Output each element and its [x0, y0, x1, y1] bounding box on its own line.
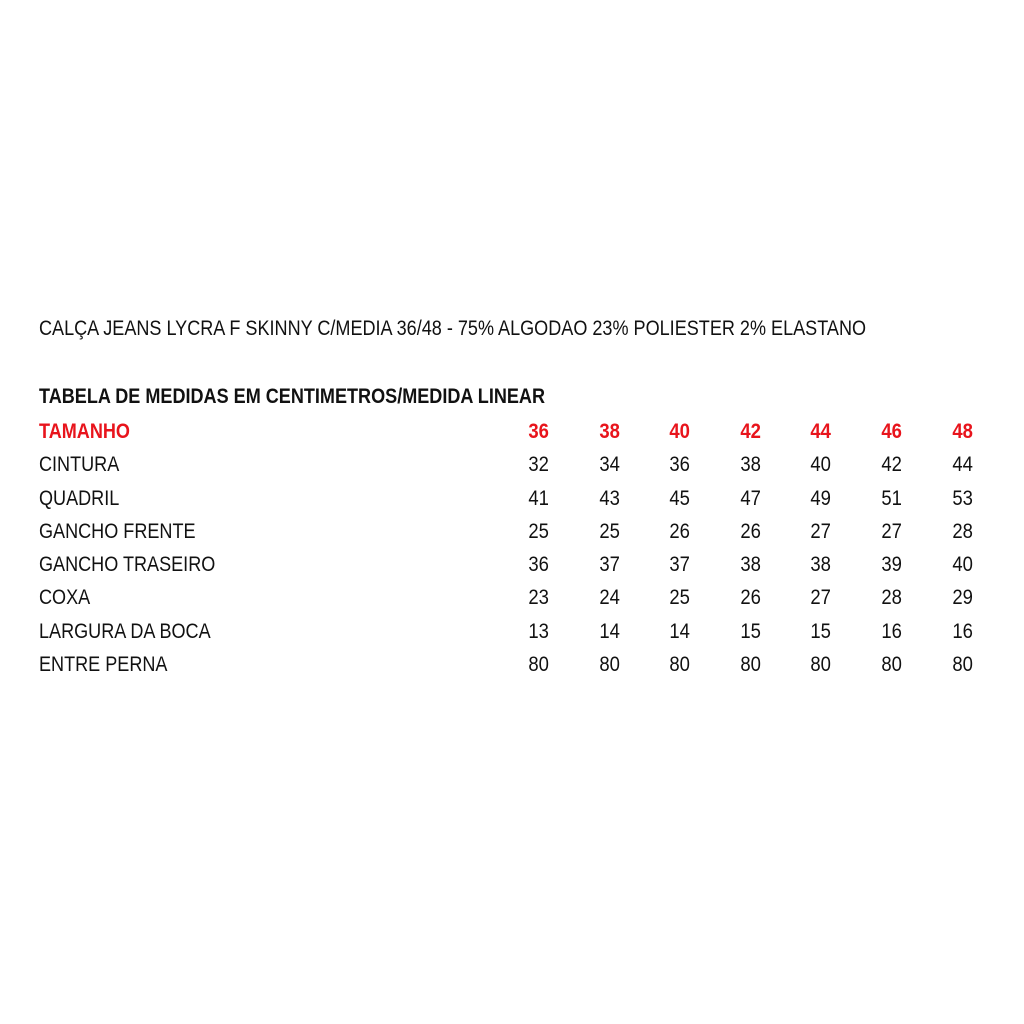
row-label — [39, 515, 221, 548]
table-cell — [943, 615, 983, 648]
table-cell — [872, 615, 912, 648]
row-label — [39, 482, 132, 515]
cell-value: 49 — [810, 486, 832, 510]
cell-value: 25 — [599, 519, 621, 543]
cell-value: 38 — [810, 553, 832, 577]
row-label — [39, 615, 239, 648]
table-cell — [590, 615, 630, 648]
size-header-cell — [590, 415, 630, 448]
table-cell — [801, 482, 841, 515]
table-cell — [872, 548, 912, 581]
table-cell — [801, 581, 841, 614]
row-label-text: GANCHO TRASEIRO — [39, 553, 216, 577]
table-cell — [943, 648, 983, 681]
cell-value: 25 — [528, 519, 550, 543]
table-row — [39, 548, 984, 581]
table-cell — [519, 482, 559, 515]
size-value: 42 — [740, 420, 762, 443]
size-value: 46 — [881, 420, 903, 443]
row-label — [39, 648, 188, 681]
cell-value: 13 — [528, 619, 550, 643]
row-label-text: QUADRIL — [39, 486, 120, 510]
table-cell — [943, 581, 983, 614]
table-cell — [519, 548, 559, 581]
table-row — [39, 482, 984, 515]
table-cell — [801, 615, 841, 648]
cell-value: 42 — [881, 453, 903, 477]
row-label-text: GANCHO FRENTE — [39, 519, 196, 543]
table-cell — [519, 615, 559, 648]
cell-value: 80 — [810, 653, 832, 677]
table-cell — [801, 448, 841, 481]
table-cell — [519, 648, 559, 681]
size-header-cell — [872, 415, 912, 448]
product-description-text: CALÇA JEANS LYCRA F SKINNY C/MEDIA 36/48 - 75% ALGODAO 23% POLIESTER 2% ELASTANO — [39, 317, 867, 340]
table-row — [39, 615, 984, 648]
table-row — [39, 648, 984, 681]
size-value: 40 — [669, 420, 691, 443]
table-title — [39, 383, 627, 411]
table-cell — [590, 448, 630, 481]
cell-value: 80 — [669, 653, 691, 677]
table-cell — [731, 482, 771, 515]
table-cell — [731, 648, 771, 681]
table-cell — [872, 448, 912, 481]
cell-value: 26 — [740, 586, 762, 610]
cell-value: 26 — [740, 519, 762, 543]
cell-value: 28 — [952, 519, 974, 543]
product-description — [39, 315, 1001, 343]
size-header-cell — [519, 415, 559, 448]
cell-value: 37 — [669, 553, 691, 577]
cell-value: 34 — [599, 453, 621, 477]
cell-value: 45 — [669, 486, 691, 510]
table-title-text: TABELA DE MEDIDAS EM CENTIMETROS/MEDIDA LINEAR — [39, 385, 546, 408]
table-cell — [519, 448, 559, 481]
cell-value: 80 — [528, 653, 550, 677]
table-cell — [872, 581, 912, 614]
cell-value: 27 — [810, 586, 832, 610]
table-cell — [660, 548, 700, 581]
size-value: 38 — [599, 420, 621, 443]
table-cell — [731, 515, 771, 548]
cell-value: 32 — [528, 453, 550, 477]
cell-value: 39 — [881, 553, 903, 577]
size-value: 44 — [810, 420, 832, 443]
cell-value: 44 — [952, 453, 974, 477]
cell-value: 80 — [599, 653, 621, 677]
row-label — [39, 448, 132, 481]
table-row — [39, 515, 984, 548]
table-cell — [519, 581, 559, 614]
cell-value: 14 — [599, 619, 621, 643]
table-cell — [660, 615, 700, 648]
table-cell — [801, 515, 841, 548]
cell-value: 25 — [669, 586, 691, 610]
table-cell — [872, 648, 912, 681]
table-cell — [660, 648, 700, 681]
row-label-text: CINTURA — [39, 453, 120, 477]
cell-value: 23 — [528, 586, 550, 610]
cell-value: 28 — [881, 586, 903, 610]
cell-value: 41 — [528, 486, 550, 510]
table-cell — [660, 448, 700, 481]
cell-value: 16 — [952, 619, 974, 643]
cell-value: 27 — [881, 519, 903, 543]
cell-value: 38 — [740, 553, 762, 577]
size-table — [39, 415, 984, 681]
cell-value: 53 — [952, 486, 974, 510]
table-cell — [943, 515, 983, 548]
table-cell — [731, 581, 771, 614]
size-value: 48 — [952, 420, 974, 443]
cell-value: 80 — [740, 653, 762, 677]
table-cell — [590, 515, 630, 548]
table-cell — [801, 648, 841, 681]
table-cell — [660, 482, 700, 515]
cell-value: 29 — [952, 586, 974, 610]
table-cell — [872, 482, 912, 515]
cell-value: 38 — [740, 453, 762, 477]
cell-value: 15 — [740, 619, 762, 643]
row-label-text: COXA — [39, 586, 91, 610]
cell-value: 27 — [810, 519, 832, 543]
cell-value: 47 — [740, 486, 762, 510]
size-header-cell — [660, 415, 700, 448]
table-cell — [519, 515, 559, 548]
table-cell — [590, 548, 630, 581]
cell-value: 36 — [528, 553, 550, 577]
row-label-text: ENTRE PERNA — [39, 653, 168, 677]
cell-value: 36 — [669, 453, 691, 477]
size-header-row — [39, 415, 984, 448]
size-header-label-text: TAMANHO — [39, 420, 130, 443]
table-cell — [660, 581, 700, 614]
cell-value: 15 — [810, 619, 832, 643]
size-header-cell — [731, 415, 771, 448]
table-cell — [943, 482, 983, 515]
row-label — [39, 581, 99, 614]
size-header-cell — [943, 415, 983, 448]
cell-value: 51 — [881, 486, 903, 510]
table-cell — [801, 548, 841, 581]
table-cell — [943, 448, 983, 481]
table-cell — [731, 548, 771, 581]
table-row — [39, 581, 984, 614]
cell-value: 16 — [881, 619, 903, 643]
size-value: 36 — [528, 420, 550, 443]
table-cell — [590, 581, 630, 614]
cell-value: 14 — [669, 619, 691, 643]
cell-value: 43 — [599, 486, 621, 510]
table-cell — [590, 482, 630, 515]
cell-value: 80 — [881, 653, 903, 677]
cell-value: 37 — [599, 553, 621, 577]
table-cell — [731, 448, 771, 481]
size-header-cell — [801, 415, 841, 448]
table-cell — [731, 615, 771, 648]
table-cell — [590, 648, 630, 681]
size-header-label — [39, 415, 145, 448]
table-cell — [660, 515, 700, 548]
table-row — [39, 448, 984, 481]
row-label — [39, 548, 244, 581]
table-cell — [872, 515, 912, 548]
cell-value: 40 — [952, 553, 974, 577]
cell-value: 80 — [952, 653, 974, 677]
cell-value: 26 — [669, 519, 691, 543]
row-label-text: LARGURA DA BOCA — [39, 619, 211, 643]
cell-value: 40 — [810, 453, 832, 477]
cell-value: 24 — [599, 586, 621, 610]
table-cell — [943, 548, 983, 581]
